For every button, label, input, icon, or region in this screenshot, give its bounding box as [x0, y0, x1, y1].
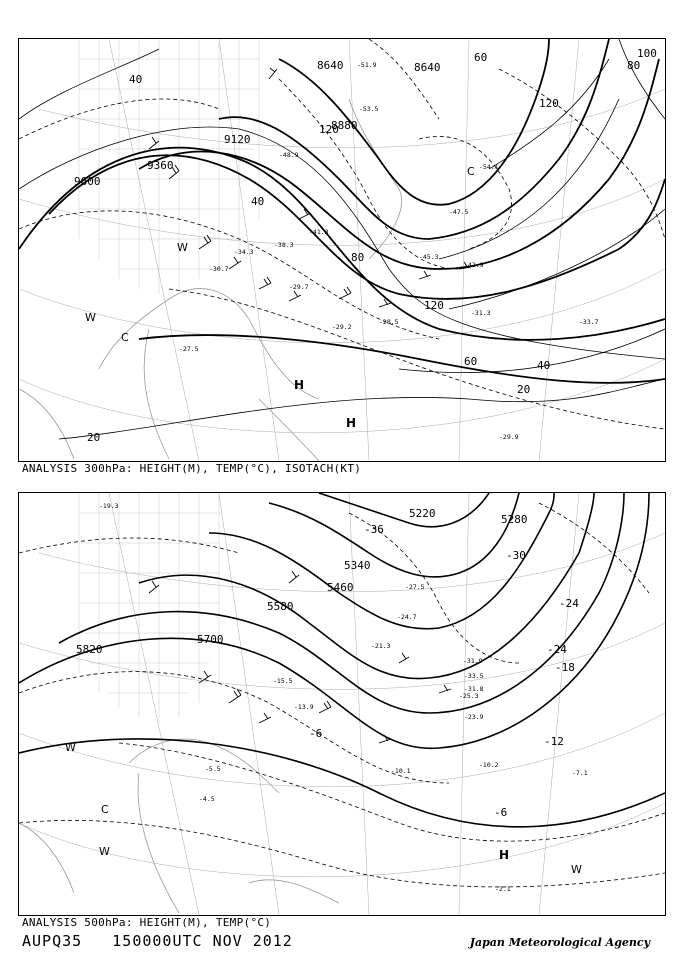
height-label: 5580 — [267, 600, 294, 613]
chart-300hpa-caption: ANALYSIS 300hPa: HEIGHT(M), TEMP(°C), ISOTACH(KT) — [22, 462, 362, 475]
height-label: 5460 — [327, 581, 354, 594]
isotach-label: 80 — [627, 59, 641, 72]
cold-center-mark: C — [467, 165, 475, 178]
warm-center-mark: W — [99, 845, 110, 858]
isotach-label: 100 — [637, 47, 657, 60]
station-temp-label: -15.5 — [273, 677, 293, 685]
height-label: 5280 — [501, 513, 528, 526]
warm-center-mark: W — [65, 741, 76, 754]
isotach-label: 60 — [464, 355, 478, 368]
isotach-label: 40 — [129, 73, 143, 86]
isotherm-label: -24 — [559, 597, 579, 610]
temp-label: -38.3 — [274, 241, 294, 249]
height-label: 9360 — [147, 159, 174, 172]
isotherm-label: -24 — [547, 643, 567, 656]
warm-center-mark: W — [85, 311, 96, 324]
station-temp-label: -4.5 — [199, 795, 215, 803]
isotherm-label: -12 — [544, 735, 564, 748]
wind-barbs-500 — [149, 571, 451, 743]
isotherm-lines-500 — [19, 503, 665, 887]
chart-300hpa-canvas — [19, 39, 665, 461]
graticule-500 — [19, 493, 665, 915]
chart-300hpa — [18, 38, 666, 462]
station-temp-label: -23.9 — [464, 713, 484, 721]
temp-label: -29.9 — [499, 433, 519, 441]
isotach-label: 60 — [474, 51, 488, 64]
hatched-area-500 — [79, 493, 219, 723]
station-temp-label: -33.5 — [464, 672, 484, 680]
chart-500hpa-caption: ANALYSIS 500hPa: HEIGHT(M), TEMP(°C) — [22, 916, 272, 929]
temp-label: -29.2 — [332, 323, 352, 331]
coastline-300 — [19, 99, 402, 461]
station-temp-label: -21.3 — [371, 642, 391, 650]
station-temp-label: -31.9 — [463, 657, 483, 665]
high-pressure-mark: H — [294, 378, 305, 392]
isotach-label: 120 — [539, 97, 559, 110]
isotherm-label: -30 — [506, 549, 526, 562]
station-temp-label: -13.9 — [294, 703, 314, 711]
height-label: 5820 — [76, 643, 103, 656]
high-pressure-mark: H — [346, 416, 357, 430]
chart-500hpa — [18, 492, 666, 916]
temp-label: -41.3 — [309, 228, 329, 236]
cold-center-mark: C — [101, 803, 109, 816]
isotach-label: 120 — [424, 299, 444, 312]
temp-label: -33.7 — [579, 318, 599, 326]
temp-label: -48.9 — [279, 151, 299, 159]
coastline-500 — [19, 739, 339, 913]
temp-label: -54.1 — [479, 163, 499, 171]
isotach-label: 120 — [319, 123, 339, 136]
temp-label: -34.3 — [234, 248, 254, 256]
temp-label: -42.9 — [464, 261, 484, 269]
station-temp-label: -5.5 — [205, 765, 221, 773]
station-temp-label: -10.2 — [479, 761, 499, 769]
isotach-label: 20 — [87, 431, 101, 444]
height-label: 8640 — [317, 59, 344, 72]
temp-label: -53.5 — [359, 105, 379, 113]
agency-credit: Japan Meteorological Agency — [469, 936, 650, 949]
station-temp-label: -2.1 — [495, 885, 511, 893]
high-pressure-mark: H — [499, 848, 510, 862]
temp-label: -29.7 — [289, 283, 309, 291]
chart-identifier: AUPQ35 150000UTC NOV 2012 — [22, 932, 293, 950]
isotherm-label: -36 — [364, 523, 384, 536]
station-temp-label: -7.1 — [572, 769, 588, 777]
isotherm-label: -18 — [555, 661, 575, 674]
height-label: 9120 — [224, 133, 251, 146]
height-label: 8640 — [414, 61, 441, 74]
isotach-label: 40 — [537, 359, 551, 372]
height-label: 5700 — [197, 633, 224, 646]
wind-barbs-300 — [149, 68, 471, 307]
station-temp-label: -25.3 — [459, 692, 479, 700]
graticule-300 — [19, 39, 665, 461]
warm-center-mark: W — [177, 241, 188, 254]
temp-label: -45.3 — [419, 253, 439, 261]
temp-label: -27.5 — [179, 345, 199, 353]
temp-label: -51.9 — [357, 61, 377, 69]
temp-label: -30.7 — [209, 265, 229, 273]
isotach-label: 40 — [251, 195, 265, 208]
warm-center-mark: W — [571, 863, 582, 876]
station-temp-label: -24.7 — [397, 613, 417, 621]
station-temp-label: -27.5 — [405, 583, 425, 591]
height-label: 5340 — [344, 559, 371, 572]
temp-label: -47.5 — [449, 208, 469, 216]
station-temp-label: -19.3 — [99, 502, 119, 510]
isotach-label: 20 — [517, 383, 531, 396]
isotherm-label: -6 — [309, 727, 323, 740]
isotherm-label: -6 — [494, 806, 508, 819]
isotherm-lines-300 — [19, 39, 665, 429]
height-label: 8880 — [331, 119, 358, 132]
temp-label: -31.3 — [471, 309, 491, 317]
height-label: 5220 — [409, 507, 436, 520]
station-temp-label: -31.8 — [464, 685, 484, 693]
height-label: 9600 — [74, 175, 101, 188]
station-temp-label: -10.1 — [391, 767, 411, 775]
temp-label: -28.5 — [379, 318, 399, 326]
chart-500hpa-canvas — [19, 493, 665, 915]
isotach-label: 80 — [351, 251, 365, 264]
cold-center-mark: C — [121, 331, 129, 344]
